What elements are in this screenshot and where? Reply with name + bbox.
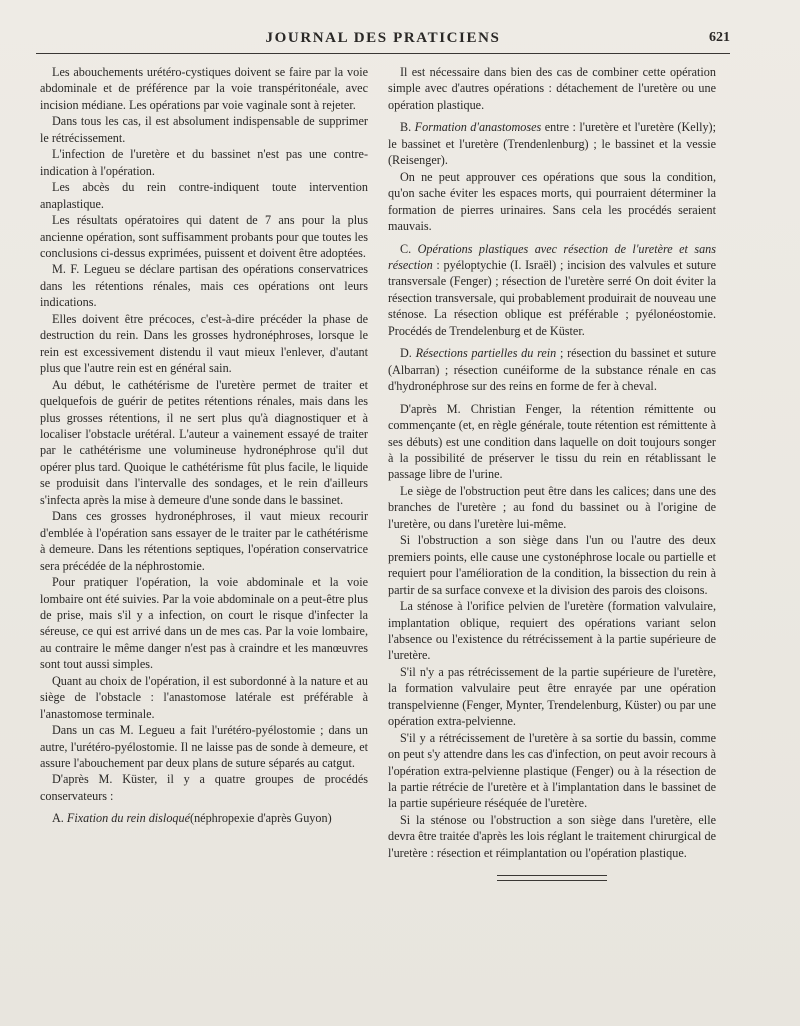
paragraph: Elles doivent être précoces, c'est-à-dire précéder la phase de destruction du rein. Dans les grosses hydronéphroses, lorsque le rein est excessivement distendu il vaut mieux l'enlever, d'autant plus que l'autre rein est en général sain. <box>40 311 368 376</box>
paragraph: On ne peut approuver ces opérations que sous la condition, qu'on sache éviter les espaces morts, qui pourraient déterminer la formation de pierres urinaires. Sans cela les procédés seraient mauvais. <box>388 169 716 234</box>
running-header <box>36 28 730 52</box>
paragraph: Les abouchements urétéro-cystiques doivent se faire par la voie abdominale et de préférence par la voie transpéritonéale, avec incision médiane. Les opérations par voie vaginale sont à rejeter. <box>40 65 368 112</box>
paragraph: L'infection de l'uretère et du bassinet n'est pas une contre-indication à l'opération. <box>40 147 368 178</box>
end-of-article-rule <box>497 875 607 881</box>
item-text: ; résection du bassinet et suture (Albarran) ; résection cunéiforme de la substance rénale en cas d'hydronéphrose sur des reins en forme de fer à cheval. <box>388 346 716 394</box>
item-heading: Fixation du rein disloqué <box>66 811 191 826</box>
item-letter: B. <box>400 120 412 135</box>
paragraph: D'après M. Küster, il y a quatre groupes de procédés conservateurs : <box>40 772 368 803</box>
item-heading: Résections partielles du rein <box>415 346 557 361</box>
paragraph: Si la sténose ou l'obstruction a son siège dans l'uretère, elle devra être traitée d'après les lois réglant le traitement chirurgical de l'uretère : résection et réimplantation ou l'opération plastique. <box>388 812 716 860</box>
item-heading: Opérations plastiques avec résection de l'uretère et sans résection <box>388 241 717 272</box>
paragraph: Dans tous les cas, il est absolument indispensable de supprimer le rétrécissement. <box>40 114 368 145</box>
paragraph: Au début, le cathétérisme de l'uretère permet de traiter et quelquefois de guérir de petites rétentions rénales, mais dans les plus grosses rétentions, il ne sert plus qu'à diagnostiquer et à localiser l'obstacle urétéral. L'auteur a vainement essayé de traiter par le cathétérisme une volumineuse hydronéphrose qu'il dut opérer plus tard. Quoique le cathétérisme fût plus facile, le liquide se produisit dans l'intervalle des sondages, et le rein d'ailleurs s'infecta après la mise à demeure d'une sonde dans le bassinet. <box>40 377 368 507</box>
item-letter: A. <box>52 811 64 826</box>
item-letter: C. <box>400 241 412 256</box>
paragraph: M. F. Legueu se déclare partisan des opérations conservatrices dans les rétentions rénales, mais ces opérations ont leurs indications. <box>40 262 368 310</box>
right-column <box>388 64 716 881</box>
journal-title: JOURNAL DES PRATICIENS <box>265 30 501 46</box>
list-item-b <box>388 119 716 168</box>
header-rule <box>36 53 730 54</box>
paragraph: D'après M. Christian Fenger, la rétention rémittente ou commençante (et, en règle générale, toute rétention est rémittente à ses débuts) est une condition dans laquelle on doit toujours songer à la possibilité de préserver le tissu du rein en rétablissant le passage libre de l'urine. <box>388 401 716 482</box>
paragraph: Les résultats opératoires qui datent de 7 ans pour la plus ancienne opération, sont suffisamment probants pour que toutes les conclusions ci-dessus exprimées, puissent et doivent être adoptées. <box>40 213 368 260</box>
paragraph: La sténose à l'orifice pelvien de l'uretère (formation valvulaire, implantation oblique, requiert des opérations variant selon l'absence ou l'existence du rétrécissement à la partie supérieure de l'uretère. <box>388 599 716 663</box>
item-text: entre : l'uretère et l'uretère (Kelly); le bassinet et l'uretère (Trendenlenburg) ; le bassinet et la vessie (Reisenger). <box>388 120 717 168</box>
item-text: : pyéloptychie (I. Israël) ; incision des valvules et suture transversale (Fenger) ; résection de l'uretère serré On doit éviter la résection transversale, qui probablement produirait de nouveau une sténose. La résection oblique est préférable ; pyélonéostomie. Procédés de Trendelenburg et de Küster. <box>388 257 717 338</box>
list-item-d <box>388 345 716 394</box>
paragraph: Il est nécessaire dans bien des cas de combiner cette opération simple avec d'autres opérations : détachement de l'uretère ou une opération plastique. <box>388 65 716 112</box>
list-item-a <box>40 810 368 826</box>
paragraph: Dans un cas M. Legueu a fait l'urétéro-pyélostomie ; dans un autre, l'urétéro-pyélostomie. Il ne laisse pas de sonde à demeure, et assure l'abouchement par deux plans de suture séparés au catgut. <box>40 723 368 771</box>
paragraph: Les abcès du rein contre-indiquent toute intervention anaplastique. <box>40 180 368 211</box>
page-number: 621 <box>709 30 730 45</box>
paragraph: S'il n'y a pas rétrécissement de la partie supérieure de l'uretère, la formation valvulaire peut être enrayée par une opération transpelvienne (Fenger, Mynter, Trendelenburg, Küster) ou par une opération extra-pelvienne. <box>388 664 716 729</box>
item-text: (néphropexie d'après Guyon) <box>190 811 332 826</box>
paragraph: Dans ces grosses hydronéphroses, il vaut mieux recourir d'emblée à l'opération sans essayer de le traiter par le cathétérisme à demeure. Dans les rétentions septiques, l'opération conservatrice sera précédée de la néphrostomie. <box>40 509 368 573</box>
item-letter: D. <box>400 346 412 361</box>
paragraph: Pour pratiquer l'opération, la voie abdominale et la voie lombaire ont été suivies. Par la voie abdominale on a peut-être plus de prise, mais s'il y a infection, on court le risque d'infecter la séreuse, ce qui est arrivé dans un de mes cas. Par la voie lombaire, au contraire le même danger n'est pas à craindre et les manœuvres sont tout aussi simples. <box>40 575 368 672</box>
paragraph: Le siège de l'obstruction peut être dans les calices; dans une des branches de l'uretère ; au fond du bassinet ou à l'origine de l'uretère, ou dans l'uretère lui-même. <box>388 483 716 531</box>
list-item-c <box>388 241 716 340</box>
item-heading: Formation d'anastomoses <box>414 120 542 135</box>
paragraph: Quant au choix de l'opération, il est subordonné à la nature et au siège de l'obstacle : l'anastomose latérale est préférable à l'anastomose terminale. <box>40 673 368 721</box>
left-column <box>40 64 368 827</box>
paragraph: Si l'obstruction a son siège dans l'un ou l'autre des deux premiers points, elle cause une cystonéphrose locale ou partielle et requiert pour l'amélioration de la condition, la bissection du rein à partir de sa surface convexe et la division des parois des cloisons. <box>388 533 716 597</box>
paragraph: S'il y a rétrécissement de l'uretère à sa sortie du bassin, comme on peut s'y attendre dans les cas d'infection, on peut avoir recours à l'opération extra-pelvienne plastique (Fenger) ou à la résection de la partie rétrécie de l'uretère et à l'implantation dans le bassinet de la partie supérieure réséquée de l'uretère. <box>388 730 716 811</box>
